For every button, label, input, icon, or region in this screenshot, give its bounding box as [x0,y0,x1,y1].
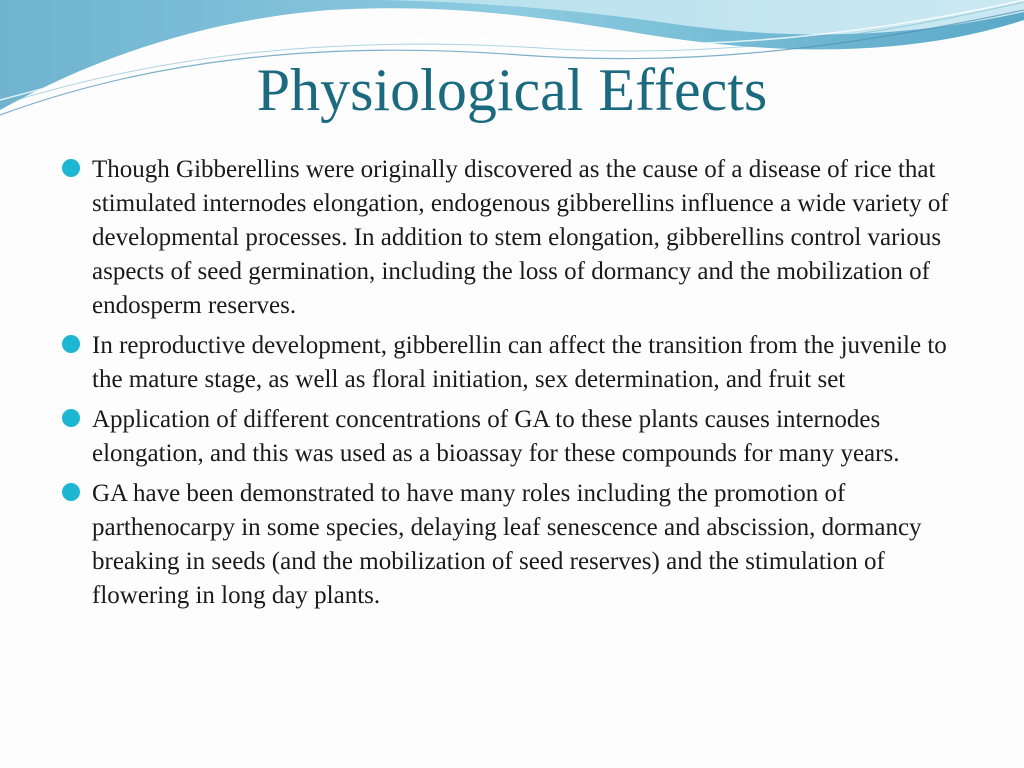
bullet-text: Application of different concentrations of GA to these plants causes internodes elongation, and this was used as a bioassay for these compounds for many years. [92,406,900,467]
bullet-item [62,403,962,471]
bullet-dot-icon [62,335,80,353]
bullet-item [62,477,962,613]
bullet-text: GA have been demonstrated to have many roles including the promotion of parthenocarpy in some species, delaying leaf senescence and abscission, dormancy breaking in seeds (and the mobilization of seed reserves) and the stimulation of flowering in long day plants. [92,480,922,609]
bullet-item [62,153,962,323]
bullet-item [62,329,962,397]
bullet-dot-icon [62,483,80,501]
bullet-text: In reproductive development, gibberellin can affect the transition from the juvenile to the mature stage, as well as floral initiation, sex determination, and fruit set [92,332,947,393]
bullet-dot-icon [62,159,80,177]
bullet-list [62,153,962,619]
slide-title: Physiological Effects [256,57,768,123]
bullet-dot-icon [62,409,80,427]
bullet-text: Though Gibberellins were originally discovered as the cause of a disease of rice that stimulated internodes elongation, endogenous gibberellins influence a wide variety of developmental processes. In addition to stem elongation, gibberellins control various aspects of seed germination, including the loss of dormancy and the mobilization of endosperm reserves. [92,156,949,319]
